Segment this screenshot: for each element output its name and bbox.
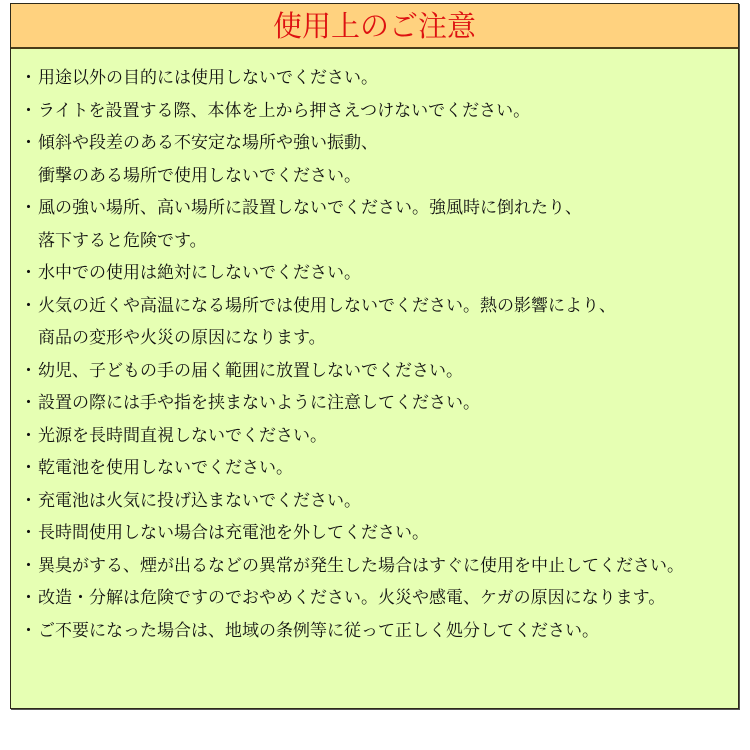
bullet-icon: ・ bbox=[20, 393, 37, 413]
precaution-item bbox=[11, 615, 738, 648]
precaution-item bbox=[11, 550, 738, 583]
bullet-icon: ・ bbox=[20, 490, 37, 511]
bullet-icon: ・ bbox=[20, 198, 37, 218]
bullet-icon: ・ bbox=[20, 68, 37, 88]
usage-precautions-box bbox=[10, 3, 739, 709]
precaution-text: 長時間使用しない場合は充電池を外してください。 bbox=[38, 523, 429, 543]
precaution-text: 商品の変形や火災の原因になります。 bbox=[38, 328, 326, 348]
precaution-text: 火気の近くや高温になる場所では使用しないでください。熱の影響により、 bbox=[38, 295, 616, 316]
bullet-icon: ・ bbox=[20, 360, 37, 381]
precaution-item bbox=[11, 517, 738, 550]
precaution-item bbox=[11, 452, 738, 485]
precaution-item bbox=[11, 355, 738, 388]
precaution-item bbox=[11, 95, 738, 128]
bullet-icon: ・ bbox=[20, 263, 37, 283]
bullet-icon: ・ bbox=[20, 133, 37, 153]
precaution-text: 落下すると危険です。 bbox=[38, 230, 207, 251]
precaution-item bbox=[11, 387, 738, 420]
page-title: 使用上のご注意 bbox=[272, 8, 476, 43]
precaution-item bbox=[11, 290, 738, 355]
precaution-text: 衝撃のある場所で使用しないでください。 bbox=[38, 165, 361, 186]
precaution-text: 乾電池を使用しないでください。 bbox=[38, 458, 293, 478]
precaution-text: 水中での使用は絶対にしないでください。 bbox=[38, 263, 361, 283]
precaution-item bbox=[11, 257, 738, 290]
bullet-icon: ・ bbox=[20, 295, 37, 316]
precaution-text: 改造・分解は危険ですのでおやめください。火災や感電、ケガの原因になります。 bbox=[38, 588, 666, 608]
bullet-icon: ・ bbox=[20, 588, 37, 608]
precaution-item bbox=[11, 127, 738, 192]
bullet-icon: ・ bbox=[20, 555, 37, 576]
precaution-text: ライトを設置する際、本体を上から押さえつけないでください。 bbox=[38, 100, 531, 121]
precaution-text: 幼児、子どもの手の届く範囲に放置しないでください。 bbox=[38, 360, 463, 381]
precaution-item bbox=[11, 420, 738, 453]
bullet-icon: ・ bbox=[20, 523, 37, 543]
precautions-list bbox=[11, 49, 738, 708]
precaution-text: 光源を長時間直視しないでください。 bbox=[38, 425, 327, 446]
precaution-item bbox=[11, 192, 738, 257]
precaution-text: ご不要になった場合は、地域の条例等に従って正しく処分してください。 bbox=[38, 620, 599, 641]
bullet-icon: ・ bbox=[20, 620, 37, 641]
precaution-text: 傾斜や段差のある不安定な場所や強い振動、 bbox=[38, 133, 378, 153]
precaution-text: 設置の際には手や指を挟まないように注意してください。 bbox=[38, 393, 480, 413]
notice-header bbox=[11, 4, 738, 49]
bullet-icon: ・ bbox=[20, 425, 37, 446]
precaution-text: 充電池は火気に投げ込まないでください。 bbox=[38, 490, 361, 511]
precaution-text: 異臭がする、煙が出るなどの異常が発生した場合はすぐに使用を中止してください。 bbox=[38, 555, 684, 576]
precaution-text: 風の強い場所、高い場所に設置しないでください。強風時に倒れたり、 bbox=[38, 198, 582, 218]
precaution-item bbox=[11, 582, 738, 615]
precaution-text: 用途以外の目的には使用しないでください。 bbox=[38, 68, 378, 88]
bullet-icon: ・ bbox=[20, 458, 37, 478]
precaution-item bbox=[11, 62, 738, 95]
bullet-icon: ・ bbox=[20, 100, 37, 121]
precaution-item bbox=[11, 485, 738, 518]
